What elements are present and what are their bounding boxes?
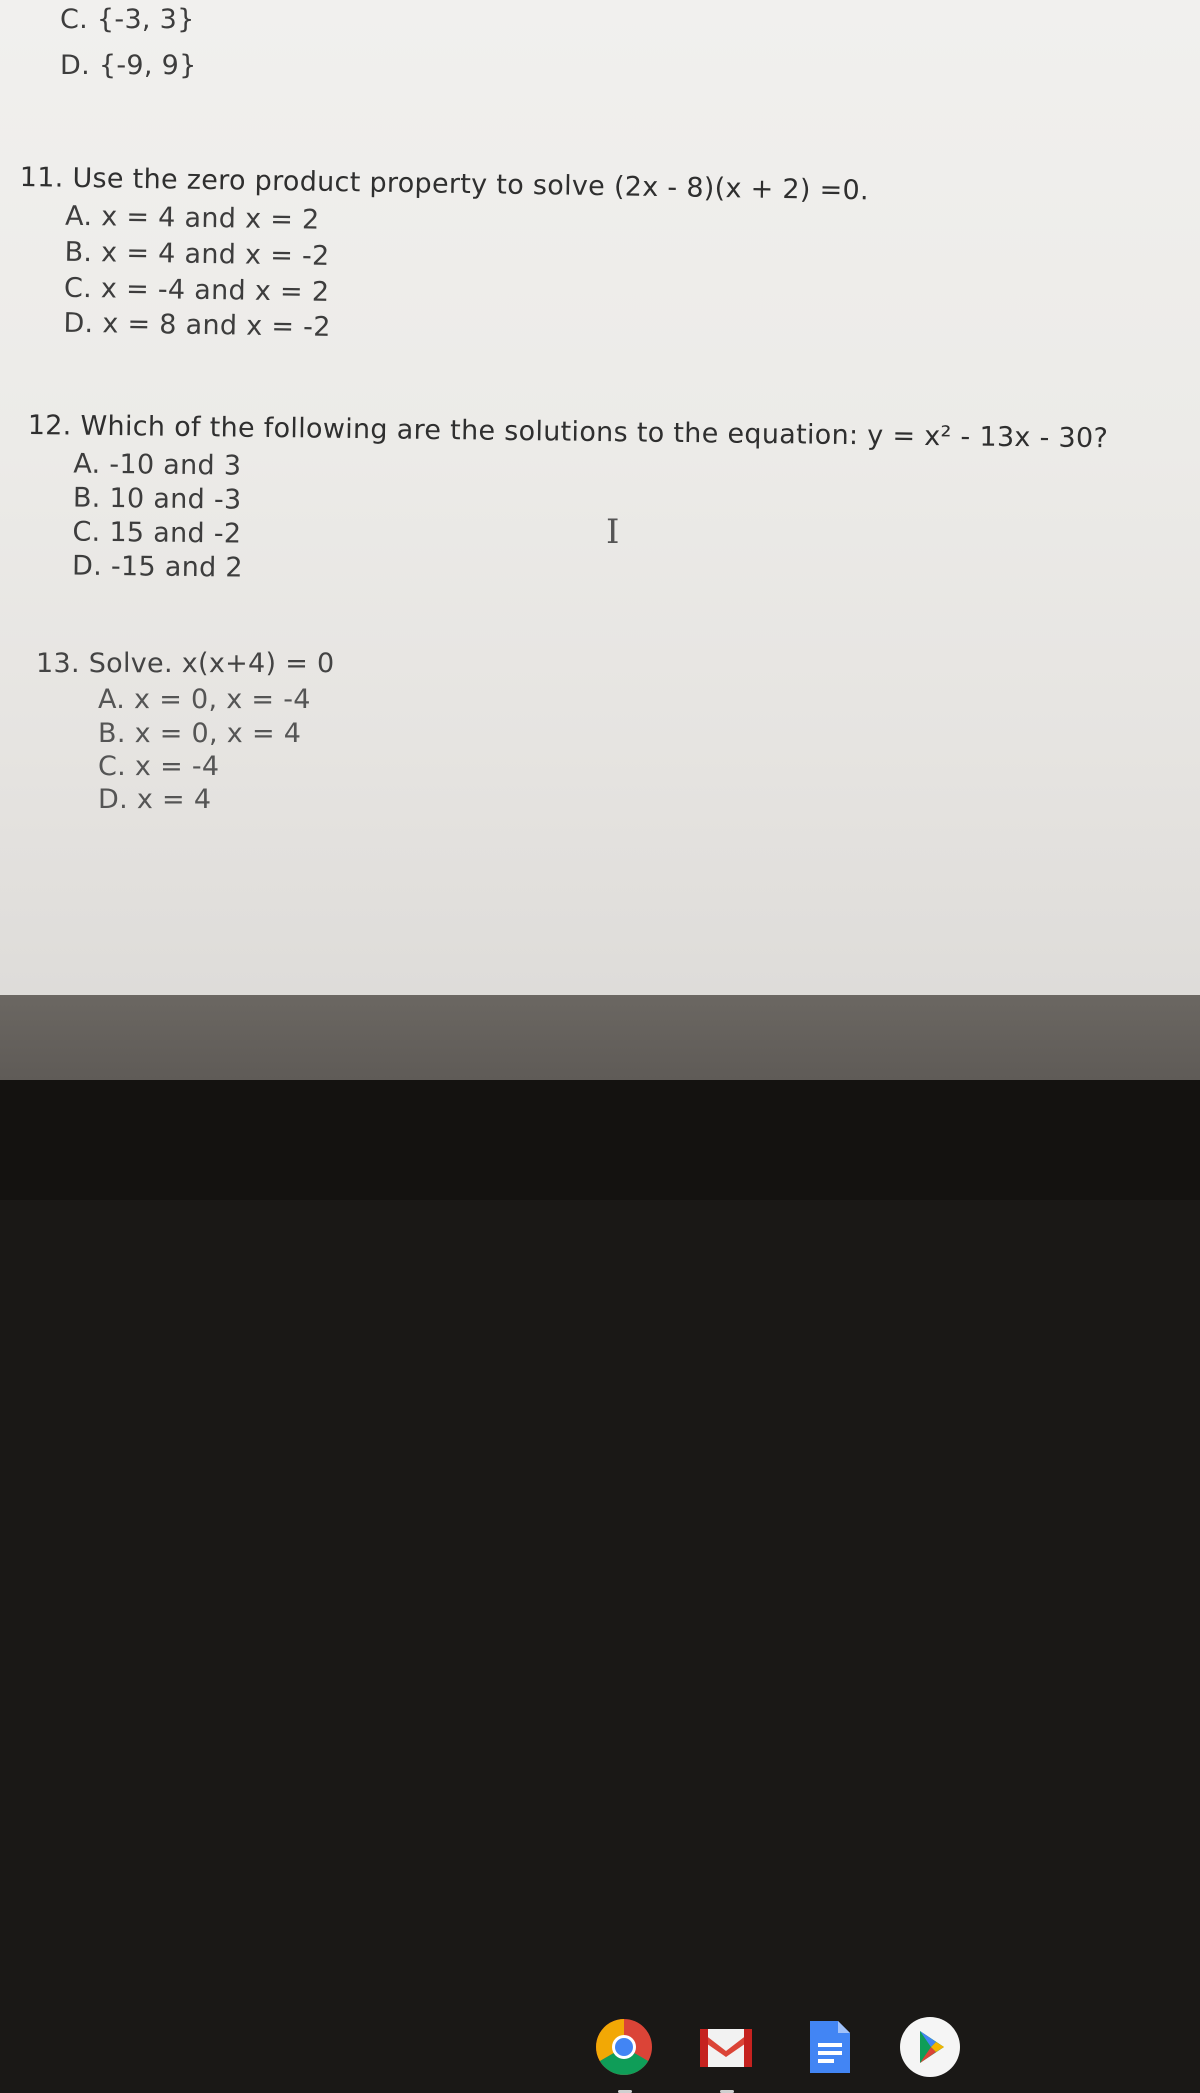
document-page xyxy=(0,0,1200,995)
taskbar-shelf xyxy=(0,995,1200,1080)
question-13-text: 13. Solve. x(x+4) = 0 xyxy=(36,648,335,679)
chrome-icon[interactable] xyxy=(592,2015,656,2079)
text-cursor-icon: I xyxy=(606,512,620,552)
laptop-bezel xyxy=(0,1080,1200,1200)
q11-option-c[interactable]: C. x = -4 and x = 2 xyxy=(63,272,330,308)
gmail-icon[interactable] xyxy=(694,2015,758,2079)
q12-option-d[interactable]: D. -15 and 2 xyxy=(71,550,244,584)
q13-option-d[interactable]: D. x = 4 xyxy=(98,784,212,815)
q12-option-a[interactable]: A. -10 and 3 xyxy=(73,448,242,482)
q12-option-b[interactable]: B. 10 and -3 xyxy=(72,482,242,516)
play-store-icon[interactable] xyxy=(898,2015,962,2079)
option-d-prev[interactable]: D. {-9, 9} xyxy=(60,50,197,81)
q13-option-a[interactable]: A. x = 0, x = -4 xyxy=(98,684,311,715)
q13-option-b[interactable]: B. x = 0, x = 4 xyxy=(98,718,302,749)
q11-option-a[interactable]: A. x = 4 and x = 2 xyxy=(64,200,320,236)
question-11-text: 11. Use the zero product property to solve (2x - 8)(x + 2) =0. xyxy=(19,162,870,207)
q12-option-c[interactable]: C. 15 and -2 xyxy=(72,516,242,550)
q11-option-d[interactable]: D. x = 8 and x = -2 xyxy=(63,307,331,343)
q11-option-b[interactable]: B. x = 4 and x = -2 xyxy=(64,236,330,272)
question-12-text: 12. Which of the following are the solutions to the equation: y = x² - 13x - 30? xyxy=(27,410,1109,455)
q13-option-c[interactable]: C. x = -4 xyxy=(98,751,220,782)
docs-icon[interactable] xyxy=(796,2015,860,2079)
option-c-prev[interactable]: C. {-3, 3} xyxy=(60,4,195,35)
